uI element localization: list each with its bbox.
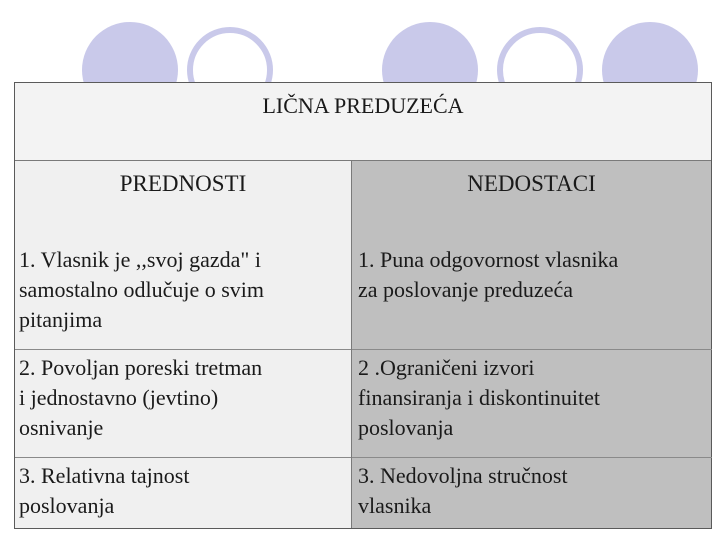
- advantage-item-2: [19, 353, 349, 443]
- row-divider: [15, 349, 351, 350]
- disadvantage-item-2: [358, 353, 708, 443]
- disadvantage-item-3: [358, 461, 708, 521]
- advantage-line: pitanjima: [19, 307, 103, 332]
- header-disadvantages: [351, 161, 711, 241]
- row-divider: [352, 457, 712, 458]
- disadvantage-line: vlasnika: [358, 493, 432, 518]
- row-divider: [352, 349, 712, 350]
- advantage-line: 1. Vlasnik je ,,svoj gazda" i: [19, 247, 261, 272]
- disadvantage-line: 2 .Ograničeni izvori: [358, 355, 535, 380]
- comparison-table: [14, 82, 712, 529]
- header-advantages: [15, 161, 351, 241]
- disadvantages-column: [351, 241, 711, 528]
- row-divider: [15, 457, 351, 458]
- advantage-item-3: [19, 461, 349, 521]
- disadvantage-line: 1. Puna odgovornost vlasnika: [358, 247, 619, 272]
- disadvantage-line: finansiranja i diskontinuitet: [358, 385, 600, 410]
- advantage-line: 3. Relativna tajnost: [19, 463, 190, 488]
- disadvantage-item-1: [358, 245, 708, 305]
- disadvantage-line: 3. Nedovoljna stručnost: [358, 463, 568, 488]
- header-disadvantages-label: NEDOSTACI: [467, 171, 596, 196]
- advantage-item-1: [19, 245, 349, 335]
- header-advantages-label: PREDNOSTI: [119, 171, 247, 196]
- table-title: LIČNA PREDUZEĆA: [262, 93, 464, 118]
- advantage-line: poslovanja: [19, 493, 115, 518]
- advantage-line: samostalno odlučuje o svim: [19, 277, 265, 302]
- disadvantage-line: poslovanja: [358, 415, 454, 440]
- advantages-column: [15, 241, 351, 528]
- advantage-line: i jednostavno (jevtino): [19, 385, 219, 410]
- advantage-line: osnivanje: [19, 415, 104, 440]
- table-title-row: [15, 83, 711, 161]
- advantage-line: 2. Povoljan poreski tretman: [19, 355, 263, 380]
- disadvantage-line: za poslovanje preduzeća: [358, 277, 573, 302]
